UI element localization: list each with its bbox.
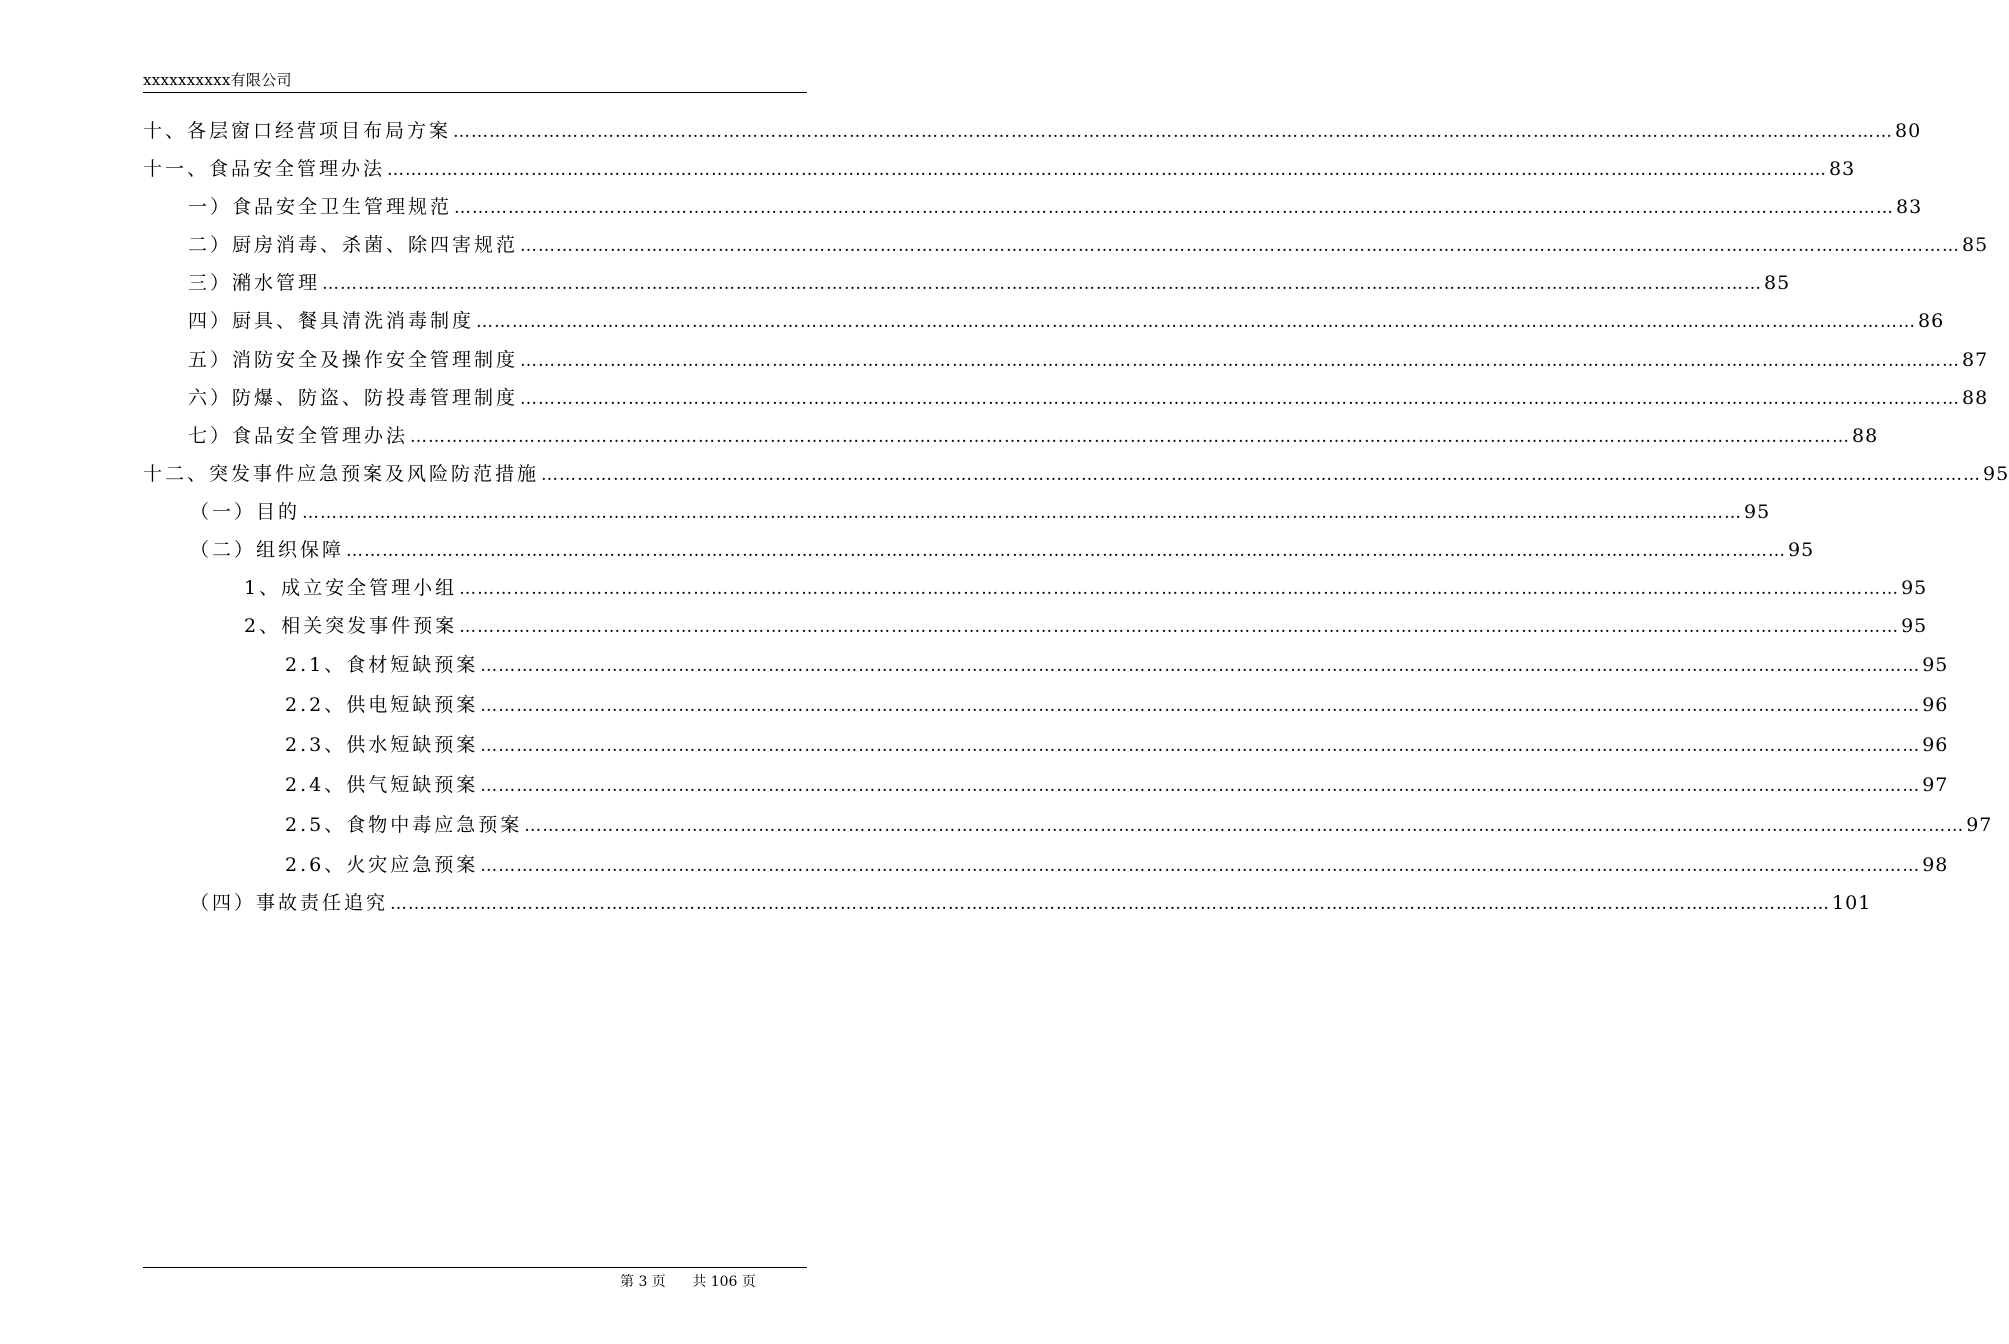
toc-leader-dots: …………………………………………………………………………………………………………………………………………………………………………………………………………………… — [322, 274, 1763, 294]
toc-entry[interactable] — [190, 497, 1771, 527]
toc-entry-page: 97 — [1966, 814, 1993, 836]
toc-entry-label: 一）食品安全卫生管理规范 — [188, 196, 453, 218]
toc-leader-dots: …………………………………………………………………………………………………………………………………………………………………………………………………………………… — [480, 776, 1921, 796]
toc-leader-dots: …………………………………………………………………………………………………………………………………………………………………………………………………………………… — [480, 856, 1921, 876]
toc-entry-page: 95 — [1901, 615, 1928, 637]
toc-entry-label: （二）组织保障 — [190, 539, 345, 561]
toc-entry[interactable] — [188, 421, 1879, 451]
toc-entry-page: 83 — [1829, 158, 1856, 180]
toc-entry-page: 88 — [1852, 425, 1879, 447]
toc-entry-page: 83 — [1896, 196, 1923, 218]
toc-entry[interactable] — [143, 154, 1856, 184]
toc-entry-label: 2.3、供水短缺预案 — [285, 734, 479, 756]
company-name: xxxxxxxxxx有限公司 — [143, 71, 292, 89]
toc-leader-dots: …………………………………………………………………………………………………………………………………………………………………………………………………………………… — [480, 696, 1921, 716]
toc-leader-dots: …………………………………………………………………………………………………………………………………………………………………………………………………………………… — [410, 427, 1851, 447]
toc-entry[interactable] — [188, 230, 1989, 260]
toc-entry-label: 2.5、食物中毒应急预案 — [285, 814, 523, 836]
toc-entry[interactable] — [285, 730, 1949, 760]
toc-entry-label: 二）厨房消毒、杀菌、除四害规范 — [188, 234, 519, 256]
toc-entry[interactable] — [143, 116, 1922, 146]
toc-leader-dots: …………………………………………………………………………………………………………………………………………………………………………………………………………………… — [302, 503, 1743, 523]
toc-entry-label: （一）目的 — [190, 501, 301, 523]
page-footer — [620, 1271, 778, 1291]
toc-entry[interactable] — [143, 459, 2009, 489]
toc-entry-page: 86 — [1918, 310, 1945, 332]
toc-entry[interactable] — [188, 383, 1989, 413]
toc-entry[interactable] — [285, 850, 1949, 880]
toc-entry[interactable] — [285, 810, 1993, 840]
toc-leader-dots: …………………………………………………………………………………………………………………………………………………………………………………………………………………… — [480, 736, 1921, 756]
toc-entry[interactable] — [188, 192, 1923, 222]
toc-leader-dots: …………………………………………………………………………………………………………………………………………………………………………………………………………………… — [459, 579, 1900, 599]
toc-entry[interactable] — [188, 306, 1945, 336]
page-total: 共 106 页 — [692, 1274, 756, 1290]
toc-leader-dots: …………………………………………………………………………………………………………………………………………………………………………………………………………………… — [476, 312, 1917, 332]
toc-entry-page: 85 — [1764, 272, 1791, 294]
toc-entry[interactable] — [285, 690, 1949, 720]
toc-entry-label: 十二、突发事件应急预案及风险防范措施 — [143, 463, 540, 485]
page-header — [143, 70, 807, 93]
toc-leader-dots: …………………………………………………………………………………………………………………………………………………………………………………………………………………… — [346, 541, 1787, 561]
toc-leader-dots: …………………………………………………………………………………………………………………………………………………………………………………………………………………… — [520, 236, 1961, 256]
toc-entry-label: 七）食品安全管理办法 — [188, 425, 409, 447]
toc-leader-dots: …………………………………………………………………………………………………………………………………………………………………………………………………………………… — [524, 816, 1965, 836]
toc-entry[interactable] — [188, 345, 1989, 375]
toc-entry-label: 十一、食品安全管理办法 — [143, 158, 386, 180]
toc-leader-dots: …………………………………………………………………………………………………………………………………………………………………………………………………………………… — [480, 656, 1921, 676]
toc-entry-label: 六）防爆、防盗、防投毒管理制度 — [188, 387, 519, 409]
toc-entry-label: 2、相关突发事件预案 — [244, 615, 458, 637]
toc-entry-page: 85 — [1962, 234, 1989, 256]
toc-entry-page: 95 — [1901, 577, 1928, 599]
toc-entry-page: 87 — [1962, 349, 1989, 371]
toc-leader-dots: …………………………………………………………………………………………………………………………………………………………………………………………………………………… — [520, 389, 1961, 409]
toc-entry-page: 96 — [1922, 734, 1949, 756]
toc-leader-dots: …………………………………………………………………………………………………………………………………………………………………………………………………………………… — [387, 160, 1828, 180]
page-number: 第 3 页 — [620, 1274, 666, 1290]
toc-entry[interactable] — [188, 268, 1791, 298]
toc-leader-dots: …………………………………………………………………………………………………………………………………………………………………………………………………………………… — [454, 198, 1895, 218]
toc-entry-label: 1、成立安全管理小组 — [244, 577, 458, 599]
toc-entry-label: 2.4、供气短缺预案 — [285, 774, 479, 796]
toc-entry-label: 十、各层窗口经营项目布局方案 — [143, 120, 452, 142]
toc-entry-label: 2.2、供电短缺预案 — [285, 694, 479, 716]
toc-leader-dots: …………………………………………………………………………………………………………………………………………………………………………………………………………………… — [390, 894, 1831, 914]
toc-entry[interactable] — [244, 611, 1928, 641]
toc-entry-page: 98 — [1922, 854, 1949, 876]
toc-entry[interactable] — [285, 770, 1949, 800]
toc-entry-label: （四）事故责任追究 — [190, 892, 389, 914]
toc-entry-label: 三）潲水管理 — [188, 272, 321, 294]
toc-entry-page: 97 — [1922, 774, 1949, 796]
toc-entry-page: 96 — [1922, 694, 1949, 716]
toc-entry-page: 88 — [1962, 387, 1989, 409]
toc-leader-dots: …………………………………………………………………………………………………………………………………………………………………………………………………………………… — [541, 465, 1982, 485]
footer-divider — [143, 1267, 807, 1268]
toc-entry-page: 101 — [1832, 892, 1872, 914]
toc-leader-dots: …………………………………………………………………………………………………………………………………………………………………………………………………………………… — [459, 617, 1900, 637]
toc-entry[interactable] — [244, 573, 1928, 603]
toc-leader-dots: …………………………………………………………………………………………………………………………………………………………………………………………………………………… — [520, 351, 1961, 371]
toc-entry-page: 95 — [1788, 539, 1815, 561]
toc-entry-label: 2.1、食材短缺预案 — [285, 654, 479, 676]
toc-entry-label: 四）厨具、餐具清洗消毒制度 — [188, 310, 475, 332]
toc-entry-page: 80 — [1895, 120, 1922, 142]
toc-entry-page: 95 — [1983, 463, 2009, 485]
toc-entry[interactable] — [190, 888, 1872, 918]
toc-entry[interactable] — [285, 650, 1949, 680]
toc-entry-label: 2.6、火灾应急预案 — [285, 854, 479, 876]
toc-entry-page: 95 — [1922, 654, 1949, 676]
toc-entry-label: 五）消防安全及操作安全管理制度 — [188, 349, 519, 371]
toc-leader-dots: …………………………………………………………………………………………………………………………………………………………………………………………………………………… — [453, 122, 1894, 142]
toc-entry[interactable] — [190, 535, 1815, 565]
toc-entry-page: 95 — [1744, 501, 1771, 523]
